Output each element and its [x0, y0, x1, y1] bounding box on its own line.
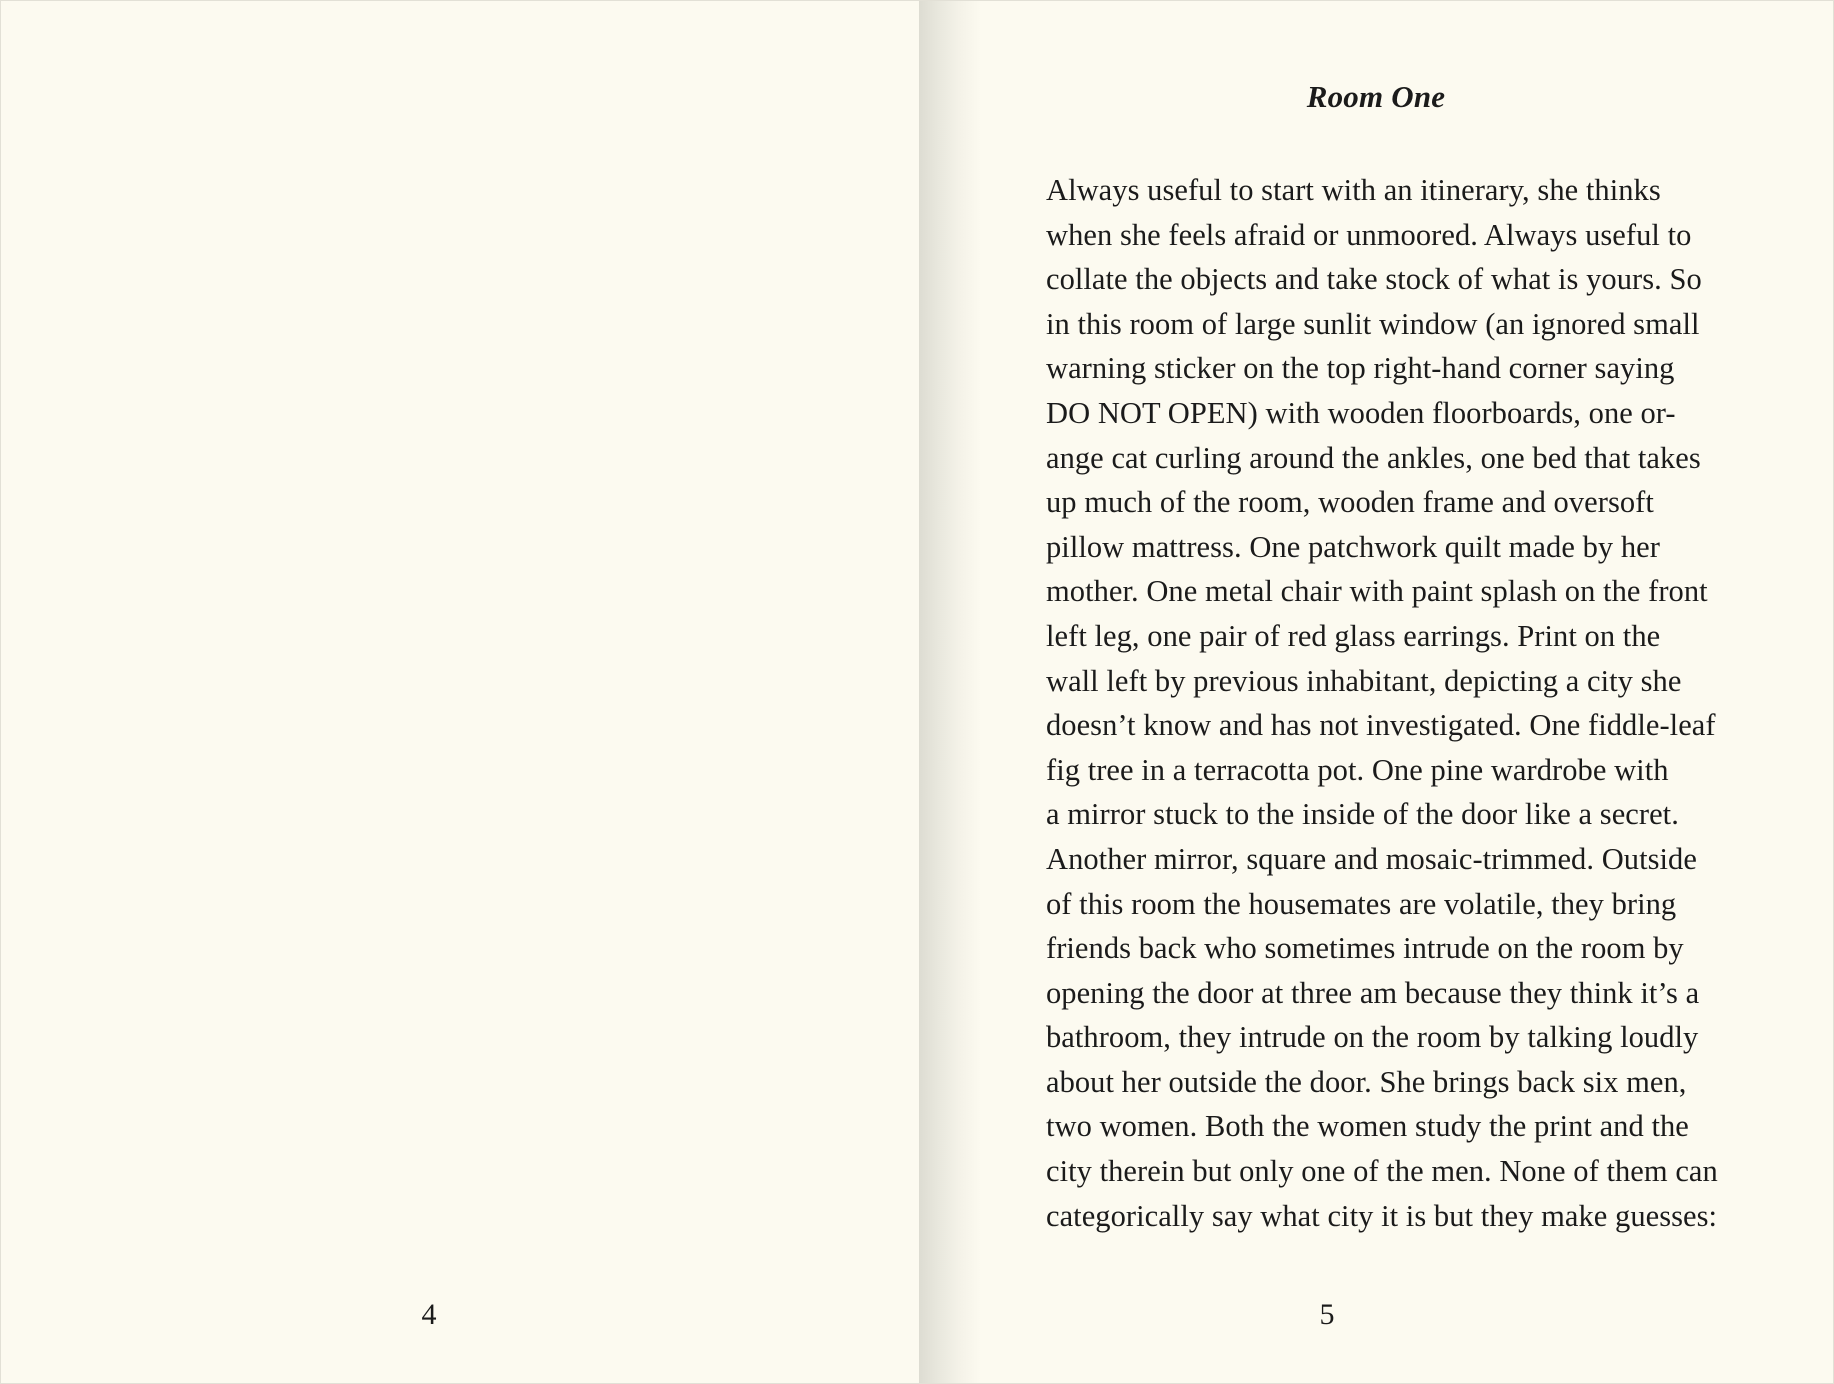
- text-line: warning sticker on the top right-hand corner saying: [1046, 351, 1675, 386]
- text-line: mother. One metal chair with paint splash on the front: [1046, 574, 1708, 609]
- page-number-right: 5: [1319, 1298, 1335, 1331]
- page-number-left: 4: [421, 1298, 437, 1331]
- text-line: bathroom, they intrude on the room by talking loudly: [1046, 1020, 1699, 1055]
- text-line: ange cat curling around the ankles, one bed that takes: [1046, 440, 1701, 475]
- text-line: a mirror stuck to the inside of the door like a secret.: [1046, 797, 1679, 832]
- chapter-title: Room One: [1306, 79, 1446, 114]
- text-line: city therein but only one of the men. None of them can: [1046, 1154, 1718, 1189]
- text-line: categorically say what city it is but they make guesses:: [1046, 1198, 1718, 1233]
- left-page[interactable]: [1, 1, 919, 1383]
- text-line: when she feels afraid or unmoored. Always useful to: [1046, 217, 1692, 252]
- text-line: collate the objects and take stock of what is yours. So: [1046, 262, 1702, 297]
- text-line: left leg, one pair of red glass earrings. Print on the: [1046, 618, 1661, 653]
- text-line: Another mirror, square and mosaic-trimmed. Outside: [1046, 841, 1697, 876]
- text-line: DO NOT OPEN) with wooden floorboards, one or-: [1046, 395, 1676, 430]
- text-line: fig tree in a terracotta pot. One pine wardrobe with: [1046, 752, 1669, 787]
- text-line: of this room the housemates are volatile, they bring: [1046, 886, 1677, 921]
- gutter-shadow: [919, 1, 981, 1383]
- text-line: about her outside the door. She brings back six men,: [1046, 1064, 1687, 1099]
- right-page[interactable]: [919, 1, 1833, 1383]
- body-text: [1046, 168, 1718, 1238]
- text-line: pillow mattress. One patchwork quilt made by her: [1046, 529, 1660, 564]
- text-line: in this room of large sunlit window (an ignored small: [1046, 306, 1700, 341]
- text-line: opening the door at three am because they think it’s a: [1046, 975, 1700, 1010]
- text-line: two women. Both the women study the print and the: [1046, 1109, 1689, 1144]
- text-line: Always useful to start with an itinerary, she thinks: [1046, 173, 1661, 207]
- text-line: friends back who sometimes intrude on the room by: [1046, 931, 1684, 966]
- text-line: doesn’t know and has not investigated. One fiddle-leaf: [1046, 708, 1716, 743]
- text-line: up much of the room, wooden frame and oversoft: [1046, 485, 1654, 520]
- text-line: wall left by previous inhabitant, depicting a city she: [1046, 663, 1682, 698]
